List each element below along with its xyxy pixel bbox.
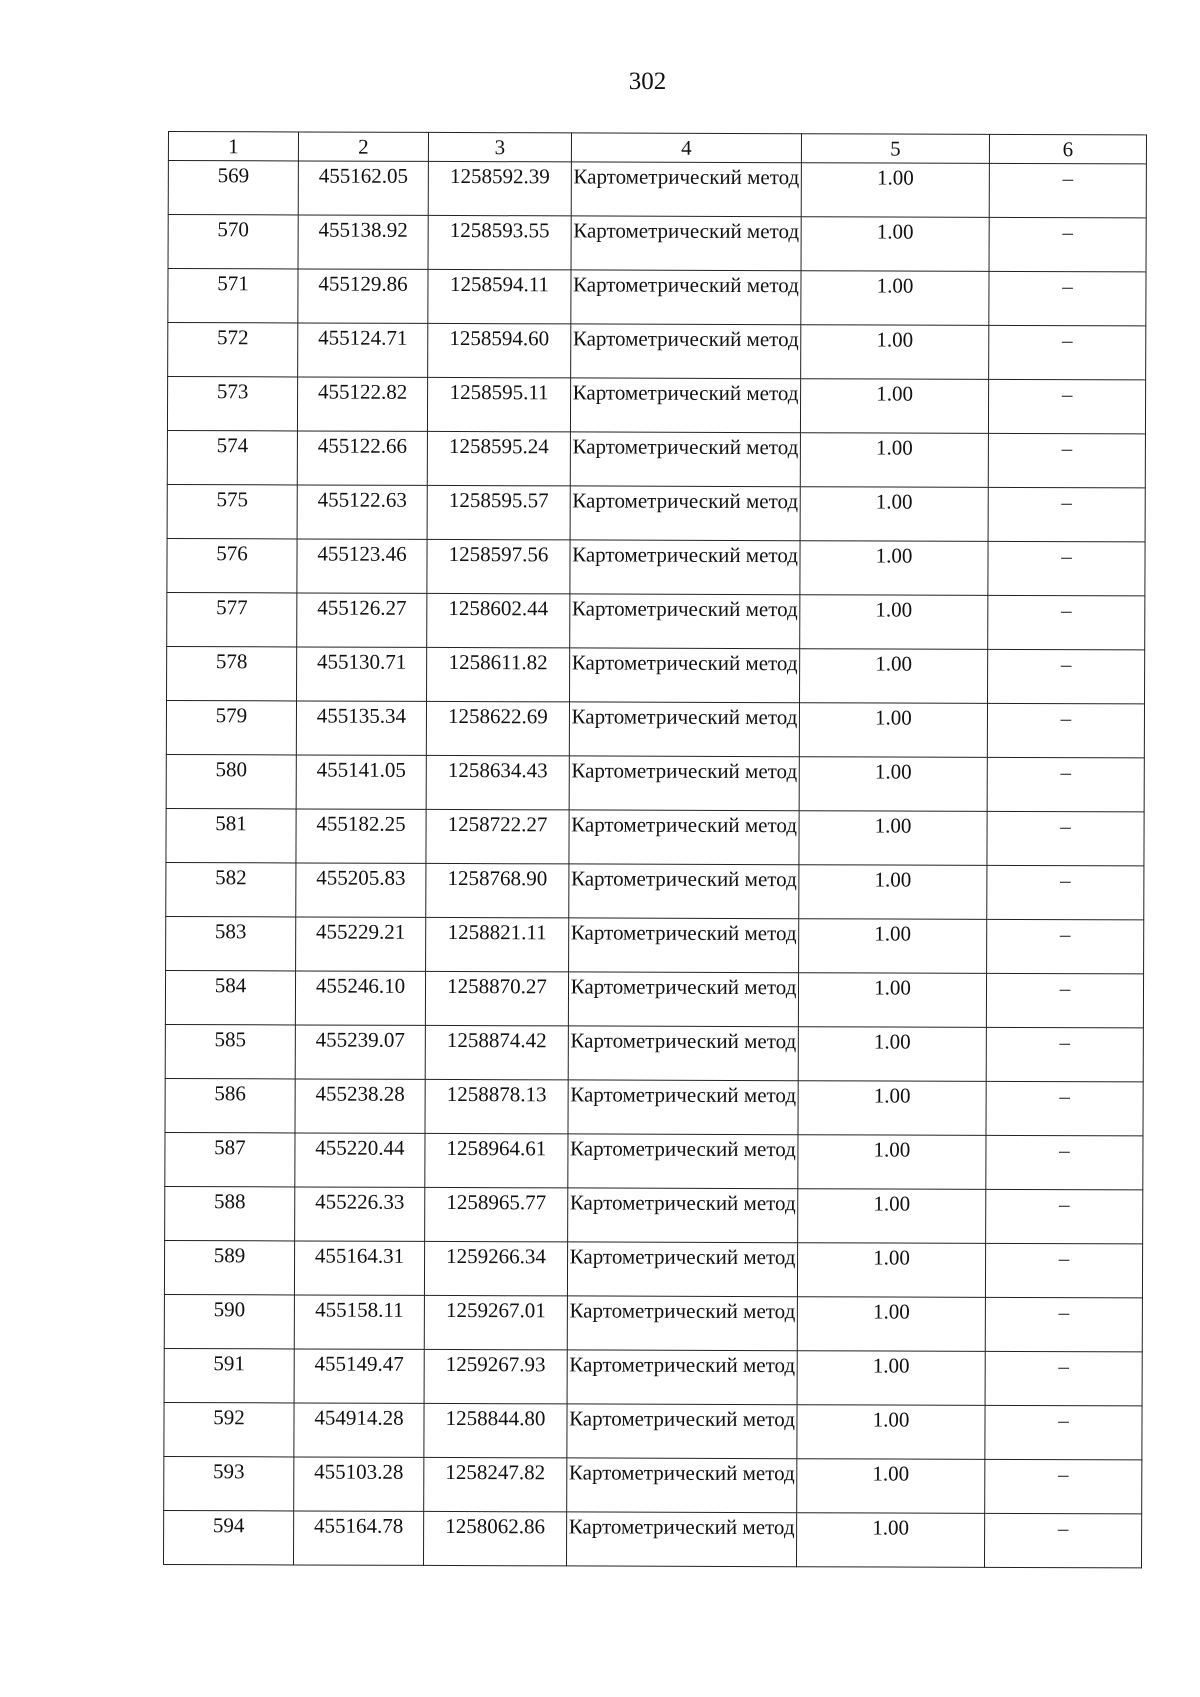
column-header-5: 5 [801, 134, 989, 164]
accuracy-cell: 1.00 [801, 217, 989, 272]
note-cell: – [988, 595, 1145, 650]
y-coordinate-cell: 1258247.82 [424, 1457, 567, 1511]
point-number-cell: 593 [164, 1456, 294, 1510]
point-number-cell: 594 [163, 1510, 293, 1564]
table-row [166, 754, 1144, 811]
x-coordinate-cell: 455126.27 [297, 593, 427, 647]
table-body [163, 161, 1146, 1568]
table-header-row [168, 132, 1146, 164]
point-number-cell: 573 [167, 377, 297, 431]
x-coordinate-cell: 455238.28 [295, 1079, 425, 1133]
point-number-cell: 579 [166, 700, 296, 754]
table-row [167, 646, 1145, 703]
accuracy-cell: 1.00 [798, 1081, 986, 1136]
x-coordinate-cell: 455164.78 [293, 1511, 423, 1565]
note-cell: – [987, 703, 1144, 758]
note-cell: – [987, 919, 1144, 974]
method-cell: Картометрический метод [568, 1026, 798, 1081]
x-coordinate-cell: 455122.66 [297, 431, 427, 485]
point-number-cell: 574 [167, 430, 297, 484]
y-coordinate-cell: 1258768.90 [426, 863, 569, 917]
point-number-cell: 592 [164, 1402, 294, 1456]
x-coordinate-cell: 455220.44 [295, 1133, 425, 1187]
y-coordinate-cell: 1258965.77 [425, 1187, 568, 1241]
method-cell: Картометрический метод [567, 1350, 797, 1405]
method-cell: Картометрический метод [571, 162, 801, 217]
x-coordinate-cell: 455129.86 [298, 269, 428, 323]
column-header-2: 2 [298, 132, 428, 161]
method-cell: Картометрический метод [566, 1512, 796, 1567]
point-number-cell: 587 [165, 1132, 295, 1186]
point-number-cell: 578 [167, 646, 297, 700]
y-coordinate-cell: 1259267.93 [424, 1349, 567, 1403]
table-row [165, 1132, 1143, 1189]
x-coordinate-cell: 455141.05 [296, 755, 426, 809]
y-coordinate-cell: 1258611.82 [427, 647, 570, 701]
method-cell: Картометрический метод [571, 270, 801, 325]
accuracy-cell: 1.00 [799, 811, 987, 866]
table-row [167, 377, 1145, 434]
point-number-cell: 590 [164, 1294, 294, 1348]
table-row [167, 592, 1145, 649]
note-cell: – [986, 1081, 1143, 1136]
column-header-6: 6 [989, 134, 1146, 164]
point-number-cell: 586 [165, 1078, 295, 1132]
note-cell: – [985, 1297, 1142, 1352]
method-cell: Картометрический метод [567, 1242, 797, 1297]
y-coordinate-cell: 1258964.61 [425, 1133, 568, 1187]
x-coordinate-cell: 455103.28 [294, 1457, 424, 1511]
accuracy-cell: 1.00 [797, 1243, 985, 1298]
x-coordinate-cell: 454914.28 [294, 1403, 424, 1457]
table-row [166, 700, 1144, 757]
accuracy-cell: 1.00 [797, 1459, 985, 1514]
accuracy-cell: 1.00 [800, 595, 988, 650]
table-row [167, 430, 1145, 487]
table-row [164, 1402, 1142, 1459]
y-coordinate-cell: 1258595.57 [427, 485, 570, 539]
y-coordinate-cell: 1258597.56 [427, 539, 570, 593]
method-cell: Картометрический метод [567, 1458, 797, 1513]
point-number-cell: 580 [166, 754, 296, 808]
x-coordinate-cell: 455149.47 [294, 1349, 424, 1403]
accuracy-cell: 1.00 [801, 271, 989, 326]
point-number-cell: 591 [164, 1348, 294, 1402]
x-coordinate-cell: 455229.21 [296, 917, 426, 971]
x-coordinate-cell: 455239.07 [295, 1025, 425, 1079]
y-coordinate-cell: 1258622.69 [426, 701, 569, 755]
method-cell: Картометрический метод [571, 216, 801, 271]
method-cell: Картометрический метод [570, 648, 800, 703]
table-row [168, 269, 1146, 326]
point-number-cell: 572 [168, 323, 298, 377]
point-number-cell: 577 [167, 592, 297, 646]
accuracy-cell: 1.00 [799, 703, 987, 758]
y-coordinate-cell: 1258593.55 [428, 215, 571, 269]
method-cell: Картометрический метод [570, 432, 800, 487]
accuracy-cell: 1.00 [799, 757, 987, 812]
y-coordinate-cell: 1258821.11 [426, 917, 569, 971]
point-number-cell: 575 [167, 484, 297, 538]
accuracy-cell: 1.00 [800, 649, 988, 704]
y-coordinate-cell: 1258602.44 [427, 593, 570, 647]
accuracy-cell: 1.00 [797, 1405, 985, 1460]
point-number-cell: 571 [168, 269, 298, 323]
table-row [164, 1456, 1142, 1513]
y-coordinate-cell: 1258595.24 [427, 431, 570, 485]
table-row [168, 161, 1146, 218]
point-number-cell: 585 [165, 1024, 295, 1078]
accuracy-cell: 1.00 [800, 379, 988, 434]
method-cell: Картометрический метод [570, 486, 800, 541]
y-coordinate-cell: 1258634.43 [426, 755, 569, 809]
accuracy-cell: 1.00 [797, 1351, 985, 1406]
method-cell: Картометрический метод [568, 1188, 798, 1243]
accuracy-cell: 1.00 [799, 865, 987, 920]
table-row [163, 1510, 1141, 1567]
x-coordinate-cell: 455226.33 [295, 1187, 425, 1241]
note-cell: – [987, 865, 1144, 920]
table-row [168, 323, 1146, 380]
point-number-cell: 569 [168, 161, 298, 215]
x-coordinate-cell: 455138.92 [298, 215, 428, 269]
method-cell: Картометрический метод [568, 1134, 798, 1189]
accuracy-cell: 1.00 [798, 1027, 986, 1082]
y-coordinate-cell: 1258878.13 [425, 1079, 568, 1133]
accuracy-cell: 1.00 [798, 1135, 986, 1190]
note-cell: – [988, 649, 1145, 704]
method-cell: Картометрический метод [568, 1080, 798, 1135]
x-coordinate-cell: 455124.71 [298, 323, 428, 377]
point-number-cell: 583 [166, 916, 296, 970]
x-coordinate-cell: 455158.11 [294, 1295, 424, 1349]
accuracy-cell: 1.00 [798, 973, 986, 1028]
x-coordinate-cell: 455205.83 [296, 863, 426, 917]
note-cell: – [986, 1135, 1143, 1190]
table-row [166, 862, 1144, 919]
accuracy-cell: 1.00 [800, 487, 988, 542]
note-cell: – [987, 757, 1144, 812]
note-cell: – [989, 271, 1146, 326]
note-cell: – [985, 1459, 1142, 1514]
note-cell: – [985, 1405, 1142, 1460]
table-row [167, 538, 1145, 595]
table-row [164, 1240, 1142, 1297]
x-coordinate-cell: 455122.82 [297, 377, 427, 431]
accuracy-cell: 1.00 [799, 919, 987, 974]
y-coordinate-cell: 1258844.80 [424, 1403, 567, 1457]
x-coordinate-cell: 455130.71 [297, 647, 427, 701]
note-cell: – [986, 1189, 1143, 1244]
note-cell: – [985, 1243, 1142, 1298]
note-cell: – [986, 1027, 1143, 1082]
table-row [166, 808, 1144, 865]
y-coordinate-cell: 1258594.11 [428, 269, 571, 323]
note-cell: – [988, 487, 1145, 542]
accuracy-cell: 1.00 [796, 1513, 984, 1568]
column-header-3: 3 [428, 132, 571, 161]
note-cell: – [989, 163, 1146, 218]
method-cell: Картометрический метод [567, 1296, 797, 1351]
point-number-cell: 581 [166, 808, 296, 862]
y-coordinate-cell: 1258062.86 [423, 1511, 566, 1565]
accuracy-cell: 1.00 [801, 325, 989, 380]
accuracy-cell: 1.00 [797, 1297, 985, 1352]
note-cell: – [988, 541, 1145, 596]
note-cell: – [988, 433, 1145, 488]
accuracy-cell: 1.00 [801, 163, 989, 218]
note-cell: – [989, 325, 1146, 380]
point-number-cell: 584 [165, 970, 295, 1024]
note-cell: – [986, 973, 1143, 1028]
method-cell: Картометрический метод [567, 1404, 797, 1459]
y-coordinate-cell: 1258594.60 [428, 323, 571, 377]
table-row [166, 916, 1144, 973]
table-row [168, 215, 1146, 272]
table-row [165, 1186, 1143, 1243]
note-cell: – [989, 217, 1146, 272]
y-coordinate-cell: 1258592.39 [428, 161, 571, 215]
point-number-cell: 570 [168, 215, 298, 269]
x-coordinate-cell: 455164.31 [294, 1241, 424, 1295]
column-header-4: 4 [571, 133, 801, 163]
method-cell: Картометрический метод [569, 756, 799, 811]
table-row [164, 1294, 1142, 1351]
note-cell: – [985, 1351, 1142, 1406]
y-coordinate-cell: 1258874.42 [425, 1025, 568, 1079]
method-cell: Картометрический метод [569, 864, 799, 919]
note-cell: – [984, 1513, 1141, 1568]
y-coordinate-cell: 1259266.34 [424, 1241, 567, 1295]
accuracy-cell: 1.00 [800, 541, 988, 596]
table-row [165, 1078, 1143, 1135]
point-number-cell: 589 [164, 1240, 294, 1294]
method-cell: Картометрический метод [570, 594, 800, 649]
table-row [164, 1348, 1142, 1405]
y-coordinate-cell: 1259267.01 [424, 1295, 567, 1349]
table-row [167, 484, 1145, 541]
table-row [165, 970, 1143, 1027]
table-row [165, 1024, 1143, 1081]
note-cell: – [987, 811, 1144, 866]
x-coordinate-cell: 455135.34 [296, 701, 426, 755]
note-cell: – [988, 379, 1145, 434]
method-cell: Картометрический метод [571, 324, 801, 379]
x-coordinate-cell: 455182.25 [296, 809, 426, 863]
method-cell: Картометрический метод [570, 378, 800, 433]
y-coordinate-cell: 1258722.27 [426, 809, 569, 863]
accuracy-cell: 1.00 [798, 1189, 986, 1244]
method-cell: Картометрический метод [569, 918, 799, 973]
column-header-1: 1 [168, 132, 298, 161]
method-cell: Картометрический метод [570, 540, 800, 595]
x-coordinate-cell: 455162.05 [298, 161, 428, 215]
x-coordinate-cell: 455123.46 [297, 539, 427, 593]
method-cell: Картометрический метод [568, 972, 798, 1027]
point-number-cell: 582 [166, 862, 296, 916]
accuracy-cell: 1.00 [800, 433, 988, 488]
method-cell: Картометрический метод [569, 810, 799, 865]
y-coordinate-cell: 1258870.27 [425, 971, 568, 1025]
coordinates-table [163, 131, 1147, 1568]
y-coordinate-cell: 1258595.11 [427, 377, 570, 431]
x-coordinate-cell: 455122.63 [297, 485, 427, 539]
x-coordinate-cell: 455246.10 [295, 971, 425, 1025]
point-number-cell: 576 [167, 538, 297, 592]
page-number: 302 [628, 68, 667, 95]
point-number-cell: 588 [165, 1186, 295, 1240]
method-cell: Картометрический метод [569, 702, 799, 757]
